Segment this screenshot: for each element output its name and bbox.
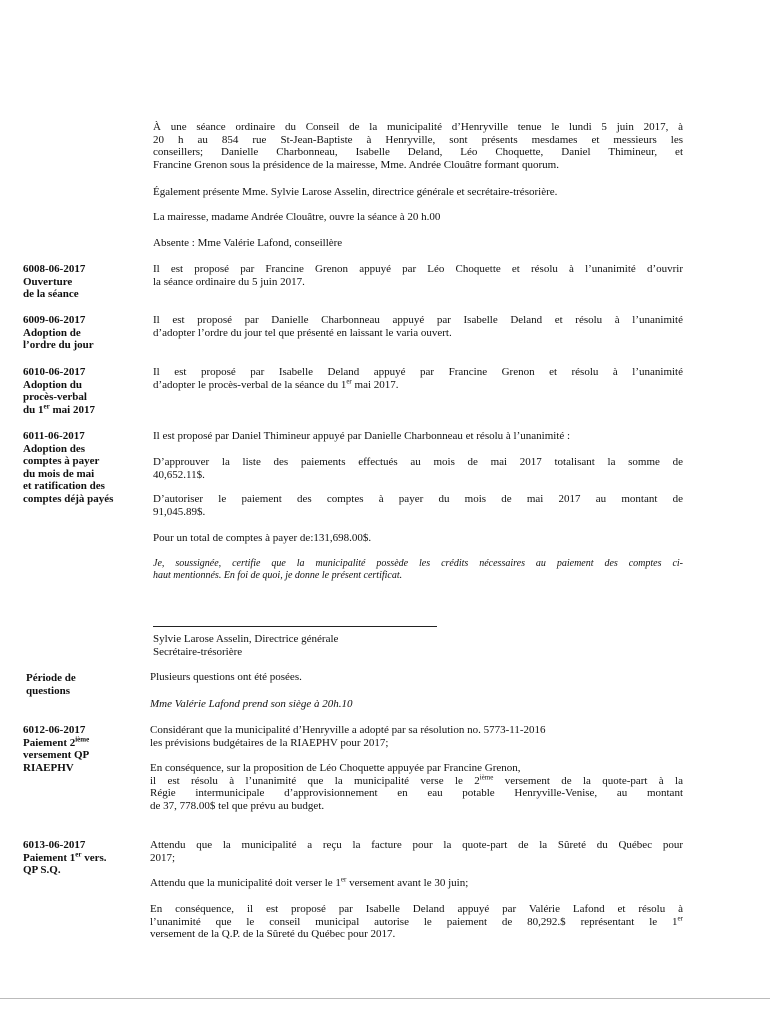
resolution-6010-heading	[23, 366, 148, 416]
superscript: er	[340, 875, 347, 884]
text-line: Il est proposé par Danielle Charbonneau appuyé par Isabelle Deland et résolu à l’unanimité	[153, 314, 683, 326]
resolution-6011-authorize	[153, 493, 683, 518]
text-line	[150, 913, 683, 929]
header-paragraph	[153, 121, 683, 171]
questions-title-line: questions	[26, 684, 71, 697]
resolution-title-line: comptes à payer	[23, 455, 100, 467]
resolution-6012-resolved	[150, 762, 683, 812]
text-line: D’approuver la liste des paiements effectués au mois de mai 2017 totalisant la somme de	[153, 456, 683, 468]
questions-title-line: Période de	[26, 672, 76, 684]
superscript: er	[75, 849, 82, 858]
text-segment: versement avant le 30 juin;	[346, 877, 469, 889]
superscript: er	[677, 913, 683, 922]
page-bottom-rule	[0, 998, 770, 999]
superscript: er	[43, 401, 50, 410]
resolution-title-line: Adoption de	[23, 326, 81, 339]
superscript: ième	[75, 734, 90, 743]
resolution-title-line: de la séance	[23, 288, 79, 300]
text-line: En conséquence, sur la proposition de Léo Choquette appuyée par Francine Grenon,	[150, 762, 521, 774]
text-line: 2017;	[150, 851, 176, 864]
resolution-6013-invoice	[150, 839, 683, 864]
text-segment: il est résolu à l’unanimité que la municipalité verse le 2	[150, 774, 480, 787]
resolution-6009-heading	[23, 314, 148, 352]
text-line	[150, 877, 683, 890]
resolution-number: 6012-06-2017	[23, 724, 86, 736]
resolution-6011-intro: Il est proposé par Daniel Thimineur appuyé par Danielle Charbonneau et résolu à l’unanimité :	[153, 430, 571, 442]
resolution-title-line: Adoption des	[23, 442, 86, 455]
text-line: Je, soussignée, certifie que la municipalité possède les crédits nécessaires au paiement des comptes ci-	[153, 558, 683, 569]
text-line: Attendu que la municipalité a reçu la facture pour la quote-part de la Sûreté du Québec pour	[150, 839, 683, 851]
resolution-title-line: versement QP	[23, 749, 90, 761]
resolution-title-line: Ouverture	[23, 275, 73, 288]
resolution-title-line: du mois de mai	[23, 467, 95, 480]
opening-paragraph: La mairesse, madame Andrée Clouâtre, ouvre la séance à 20 h.00	[153, 211, 441, 223]
questions-note: Mme Valérie Lafond prend son siège à 20h.10	[150, 698, 353, 710]
header-line: conseillers; Danielle Charbonneau, Isabelle Deland, Léo Choquette, Daniel Thimineur, et	[153, 146, 683, 158]
resolution-number: 6011-06-2017	[23, 430, 85, 442]
text-line: haut mentionnés. En foi de quoi, je donne le présent certificat.	[153, 570, 403, 581]
text-segment: mai 2017.	[351, 378, 399, 391]
resolution-6013-resolved	[150, 903, 683, 941]
resolution-title-line	[23, 849, 148, 865]
resolution-6008-text	[153, 263, 683, 288]
resolution-6012-considering	[150, 724, 683, 749]
title-text: Paiement 1	[23, 851, 76, 864]
resolution-number: 6010-06-2017	[23, 366, 86, 378]
text-line	[153, 376, 683, 392]
title-text: Paiement 2	[23, 736, 76, 749]
title-text: mai 2017	[49, 403, 95, 416]
text-line: D’autoriser le paiement des comptes à payer du mois de mai 2017 au montant de	[153, 493, 683, 505]
resolution-6013-heading	[23, 839, 148, 877]
text-line: 91,045.89$.	[153, 505, 206, 518]
signature-role: Secrétaire-trésorière	[153, 645, 243, 658]
resolution-6011-heading	[23, 430, 148, 505]
resolution-6012-heading	[23, 724, 148, 774]
text-segment: d’adopter le procès-verbal de la séance du 1	[153, 378, 347, 391]
resolution-title-line: Adoption du	[23, 378, 83, 391]
text-line: la séance ordinaire du 5 juin 2017.	[153, 275, 305, 288]
resolution-6009-text	[153, 314, 683, 339]
header-line: À une séance ordinaire du Conseil de la municipalité d’Henryville tenue le lundi 5 juin 2017, à	[153, 121, 683, 133]
resolution-number: 6008-06-2017	[23, 263, 86, 275]
questions-text: Plusieurs questions ont été posées.	[150, 671, 302, 683]
resolution-6011-total: Pour un total de comptes à payer de:131,698.00$.	[153, 532, 372, 544]
resolution-6013-deadline	[150, 877, 683, 890]
resolution-title-line	[23, 734, 148, 750]
resolution-title-line: QP S.Q.	[23, 864, 61, 876]
text-line: 40,652.11$.	[153, 468, 205, 481]
text-segment: versement de la quote-part à la	[493, 774, 683, 787]
resolution-6011-certificate	[153, 558, 683, 582]
title-text: vers.	[81, 851, 107, 864]
absent-paragraph: Absente : Mme Valérie Lafond, conseillère	[153, 237, 343, 249]
title-text: du 1	[23, 403, 44, 416]
signature-line	[153, 626, 437, 627]
text-line: Il est proposé par Isabelle Deland appuyé par Francine Grenon et résolu à l’unanimité	[153, 366, 683, 378]
resolution-6008-heading	[23, 263, 148, 301]
resolution-number: 6013-06-2017	[23, 839, 86, 851]
resolution-title-line: et ratification des	[23, 480, 105, 492]
superscript: er	[346, 376, 352, 385]
text-line: versement de la Q.P. de la Sûreté du Québec pour 2017.	[150, 928, 396, 940]
resolution-number: 6009-06-2017	[23, 314, 86, 326]
questions-heading	[26, 672, 151, 697]
resolution-title-line: procès-verbal	[23, 391, 87, 403]
superscript: ième	[479, 772, 494, 781]
text-line: Considérant que la municipalité d’Henryville a adopté par sa résolution no. 5773-11-2016	[150, 724, 546, 736]
resolution-title-line: l’ordre du jour	[23, 339, 94, 351]
signature-name: Sylvie Larose Asselin, Directrice générale	[153, 633, 339, 645]
resolution-6010-text	[153, 366, 683, 391]
text-line: d’adopter l’ordre du jour tel que présenté en laissant le varia ouvert.	[153, 326, 452, 339]
presence-paragraph: Également présente Mme. Sylvie Larose Asselin, directrice générale et secrétaire-trésorière.	[153, 186, 558, 198]
text-line: de 37, 778.00$ tel que prévu au budget.	[150, 799, 325, 812]
header-line: 20 h au 854 rue St-Jean-Baptiste à Henryville, sont présents mesdames et messieurs les	[153, 133, 683, 146]
resolution-title-line: comptes déjà payés	[23, 492, 114, 505]
header-line: Francine Grenon sous la présidence de la mairesse, Mme. Andrée Clouâtre formant quorum.	[153, 158, 559, 171]
text-line: En conséquence, il est proposé par Isabelle Deland appuyé par Valérie Lafond et résolu à	[150, 903, 683, 915]
text-line: Régie intermunicipale d’approvisionnement en eau potable Henryville-Venise, au montant	[150, 787, 683, 799]
resolution-title-line: RIAEPHV	[23, 761, 74, 774]
resolution-6011-approve	[153, 456, 683, 481]
text-line	[150, 772, 683, 788]
signature-block	[153, 633, 683, 658]
text-segment: Attendu que la municipalité doit verser le 1	[150, 877, 341, 889]
text-line: Il est proposé par Francine Grenon appuyé par Léo Choquette et résolu à l’unanimité d’ouvrir	[153, 263, 683, 275]
text-segment: l’unanimité que le conseil municipal autorise le paiement de 80,292.$ représentant le 1	[150, 915, 678, 928]
resolution-title-line	[23, 401, 148, 417]
text-line: les prévisions budgétaires de la RIAEPHV pour 2017;	[150, 736, 389, 749]
